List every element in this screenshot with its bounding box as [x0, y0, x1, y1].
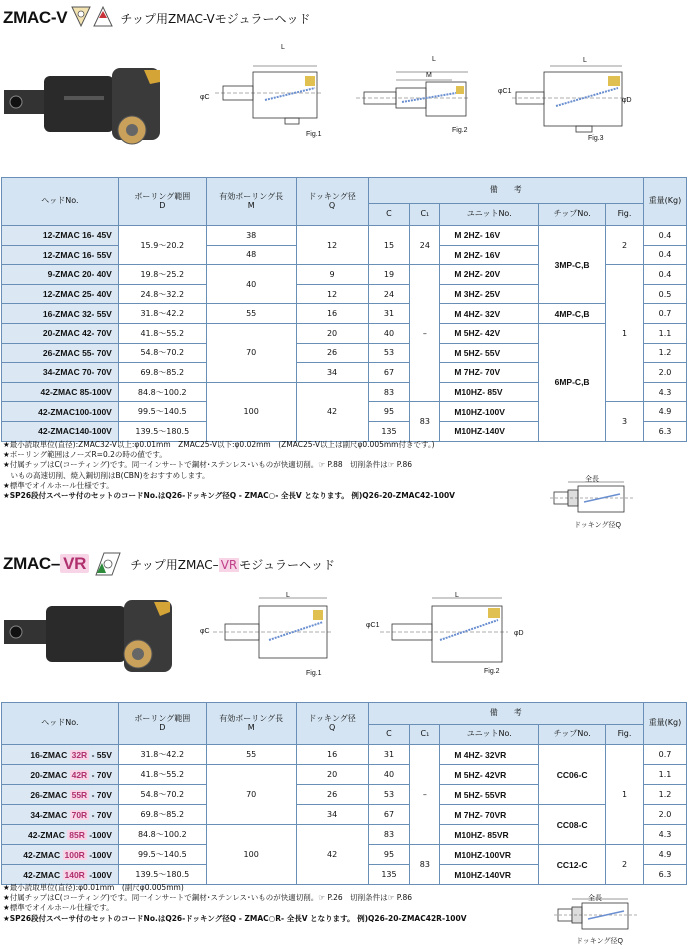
- dim-label-L3: L: [583, 57, 587, 64]
- s2-cell-Q: 26: [296, 785, 368, 805]
- s2-cell-C: 53: [368, 785, 410, 805]
- s2-cell-fig: 2: [606, 845, 644, 885]
- s1-cell-C: 53: [368, 343, 410, 363]
- s2-cell-w: 1.2: [643, 785, 686, 805]
- product-photo-zmac-v: [4, 62, 164, 152]
- s1-cell-w: 0.7: [643, 304, 686, 324]
- s2-cell-unit: M10HZ- 85VR: [440, 825, 539, 845]
- section1-title-row: [0, 2, 311, 34]
- vr-col-eff-len: 有効ボーリング長 M: [206, 703, 296, 745]
- s1-cell-unit: M10HZ-140V: [440, 421, 539, 441]
- small-fig-dock: ドッキング径Q: [574, 522, 621, 529]
- dim-label-L2: L: [432, 56, 436, 63]
- s1-cell-C: 135: [368, 421, 410, 441]
- s2-cell-C1: 83: [410, 845, 440, 885]
- s1-cell-head: 12-ZMAC 16- 55V: [2, 245, 119, 265]
- insert-triangle-icon: [70, 4, 114, 32]
- vr-col-fig: Fig.: [606, 725, 644, 745]
- small-fig-total-len: 全長: [585, 476, 599, 483]
- s1-cell-C: 83: [368, 382, 410, 402]
- dim-label-M: M: [426, 72, 432, 79]
- s2-cell-w: 6.3: [643, 865, 686, 885]
- s2-cell-head: 42-ZMAC 140R -100V: [2, 865, 119, 885]
- s1-cell-head: 16-ZMAC 32- 55V: [2, 304, 119, 324]
- s2-cell-head: 42-ZMAC 100R -100V: [2, 845, 119, 865]
- s1-cell-w: 2.0: [643, 363, 686, 383]
- col-unit: ユニットNo.: [440, 204, 539, 226]
- s2-cell-unit: M 5HZ- 55VR: [440, 785, 539, 805]
- s1-cell-w: 0.4: [643, 245, 686, 265]
- table-row: [2, 745, 687, 765]
- s2-cell-C: 31: [368, 745, 410, 765]
- vr-col-boring-range: ボーリング範囲 D: [118, 703, 206, 745]
- s1-cell-M: 70: [206, 323, 296, 382]
- vr-col-dock: ドッキング径 Q: [296, 703, 368, 745]
- s2-cell-w: 2.0: [643, 805, 686, 825]
- s1-cell-head: 12-ZMAC 16- 45V: [2, 226, 119, 246]
- col-eff-len: 有効ボーリング長 M: [206, 178, 296, 226]
- s1-cell-D: 54.8～70.2: [118, 343, 206, 363]
- note-line: ★標準でオイルホール仕様です。: [3, 903, 114, 913]
- head-size-code: 140R: [64, 869, 85, 880]
- s1-cell-chip: 6MP-C,B: [539, 323, 606, 441]
- fig3-label: Fig.3: [588, 135, 604, 142]
- head-size-code: 55R: [71, 789, 88, 800]
- s2-cell-C: 67: [368, 805, 410, 825]
- s1-cell-unit: M 2HZ- 16V: [440, 226, 539, 246]
- s1-cell-unit: M 7HZ- 70V: [440, 363, 539, 383]
- s1-cell-head: 20-ZMAC 42- 70V: [2, 323, 119, 343]
- col-C: C: [368, 204, 410, 226]
- section1-title: ZMAC-V: [3, 8, 68, 27]
- s2-cell-Q: 42: [296, 825, 368, 885]
- s2-cell-D: 54.8～70.2: [118, 785, 206, 805]
- table-row: [2, 323, 687, 343]
- note-line: ★最小読取単位(直径):ZMAC32-V以上:φ0.01mm ZMAC25-V以下:φ0.02mm (ZMAC25-V以上は副尺φ0.005mm付きです。): [3, 440, 435, 449]
- table-row: [2, 226, 687, 246]
- s2-cell-Q: 16: [296, 745, 368, 765]
- s1-cell-M: 100: [206, 382, 296, 441]
- s1-cell-C1: 83: [410, 402, 440, 441]
- s1-cell-Q: 12: [296, 284, 368, 304]
- s1-cell-w: 6.3: [643, 421, 686, 441]
- s1-cell-C: 19: [368, 265, 410, 285]
- vr-col-biko: 備 考: [368, 703, 643, 725]
- s1-cell-D: 24.8～32.2: [118, 284, 206, 304]
- vr-dim-label-D: φD: [514, 630, 524, 637]
- spec-table-zmac-v: [1, 177, 687, 442]
- s1-cell-C: 31: [368, 304, 410, 324]
- s1-cell-unit: M 5HZ- 55V: [440, 343, 539, 363]
- s2-cell-unit: M 4HZ- 32VR: [440, 745, 539, 765]
- s2-cell-D: 84.8～100.2: [118, 825, 206, 845]
- s1-cell-C: 15: [368, 226, 410, 265]
- s2-cell-D: 69.8～85.2: [118, 805, 206, 825]
- s2-cell-head: 16-ZMAC 32R - 55V: [2, 745, 119, 765]
- s1-cell-D: 69.8～85.2: [118, 363, 206, 383]
- s1-cell-D: 99.5～140.5: [118, 402, 206, 422]
- s2-cell-C: 95: [368, 845, 410, 865]
- section2-subtitle: チップ用ZMAC– VR モジュラーヘッド: [130, 557, 335, 572]
- vr-col-C1: C₁: [410, 725, 440, 745]
- s1-cell-fig: 3: [606, 402, 644, 441]
- s2-cell-unit: M 5HZ- 42VR: [440, 765, 539, 785]
- s1-cell-unit: M 2HZ- 16V: [440, 245, 539, 265]
- s1-cell-Q: 12: [296, 226, 368, 265]
- s1-cell-w: 0.4: [643, 226, 686, 246]
- s1-cell-head: 42-ZMAC100-100V: [2, 402, 119, 422]
- section2-title: ZMAC– VR: [3, 554, 89, 574]
- s1-cell-Q: 20: [296, 323, 368, 343]
- s1-cell-C: 95: [368, 402, 410, 422]
- s1-cell-M: 55: [206, 304, 296, 324]
- s1-cell-fig: 2: [606, 226, 644, 265]
- s1-cell-head: 9-ZMAC 20- 40V: [2, 265, 119, 285]
- s1-cell-unit: M 5HZ- 42V: [440, 323, 539, 343]
- s2-cell-C1: –: [410, 745, 440, 845]
- s1-cell-unit: M10HZ- 85V: [440, 382, 539, 402]
- s1-cell-D: 15.9～20.2: [118, 226, 206, 265]
- vr-col-weight: 重量(Kg): [643, 703, 686, 745]
- s1-cell-Q: 26: [296, 343, 368, 363]
- col-dock: ドッキング径 Q: [296, 178, 368, 226]
- s2-cell-unit: M10HZ-100VR: [440, 845, 539, 865]
- s2-cell-head: 20-ZMAC 42R - 70V: [2, 765, 119, 785]
- s1-cell-C: 40: [368, 323, 410, 343]
- note-line: ★標準でオイルホール仕様です。: [3, 480, 114, 490]
- section1-subtitle: チップ用ZMAC-Vモジュラーヘッド: [120, 11, 311, 26]
- dim-label-C1: φC1: [498, 88, 512, 95]
- s1-cell-w: 4.9: [643, 402, 686, 422]
- s1-cell-Q: 16: [296, 304, 368, 324]
- vr-fig2-label: Fig.2: [484, 668, 500, 675]
- s1-cell-unit: M10HZ-100V: [440, 402, 539, 422]
- s2-cell-chip: CC12-C: [539, 845, 606, 885]
- s2-cell-chip: CC08-C: [539, 805, 606, 845]
- s2-cell-C: 83: [368, 825, 410, 845]
- vr-dim-label-C: φC: [200, 628, 210, 635]
- vr-small-fig-dock: ドッキング径Q: [576, 938, 623, 945]
- note-line: ★付属チップはC(コーティング)です。同一インサートで鋼材･ステンレス･いものが快適切削。☞ P.26 切削条件は☞ P.86: [3, 893, 413, 903]
- vr-fig2-drawing: [372, 590, 512, 672]
- s1-cell-M: 40: [206, 265, 296, 304]
- s2-cell-unit: M10HZ-140VR: [440, 865, 539, 885]
- s1-cell-unit: M 4HZ- 32V: [440, 304, 539, 324]
- s1-cell-D: 84.8～100.2: [118, 382, 206, 402]
- head-size-code: 70R: [71, 809, 88, 820]
- notes-section2: [3, 883, 467, 924]
- s2-cell-w: 1.1: [643, 765, 686, 785]
- s2-cell-M: 100: [206, 825, 296, 885]
- s2-cell-w: 4.9: [643, 845, 686, 865]
- table-row: [2, 304, 687, 324]
- note-line: ★SP26段付スペーサ付のセットのコードNo.はQ26-ドッキング径Q - ZMAC○- 全長V となります。 例)Q26-20-ZMAC42-100V: [3, 491, 455, 501]
- note-line: ★最小読取単位(直径):φ0.01mm (副尺φ0.005mm): [3, 883, 184, 892]
- head-size-code: 42R: [71, 769, 88, 780]
- s1-cell-D: 31.8～42.2: [118, 304, 206, 324]
- vr-small-fig-total-len: 全長: [588, 895, 602, 902]
- col-fig: Fig.: [606, 204, 644, 226]
- vr-fig1-label: Fig.1: [306, 670, 322, 677]
- note-line: ★SP26段付スペーサ付のセットのコードNo.はQ26-ドッキング径Q - ZMAC○R- 全長V となります。 例)Q26-20-ZMAC42R-100V: [3, 913, 467, 923]
- col-head-no: ヘッドNo.: [2, 178, 119, 226]
- s2-cell-D: 31.8～42.2: [118, 745, 206, 765]
- s1-cell-w: 0.4: [643, 265, 686, 285]
- s1-cell-head: 26-ZMAC 55- 70V: [2, 343, 119, 363]
- s1-cell-C: 24: [368, 284, 410, 304]
- note-line: ★付属チップはC(コーティング)です。同一インサートで鋼材･ステンレス･いものが快適切削。☞ P.88 切削条件は☞ P.86: [3, 460, 413, 470]
- s1-cell-unit: M 3HZ- 25V: [440, 284, 539, 304]
- s1-cell-w: 1.1: [643, 323, 686, 343]
- s1-cell-C1: 24: [410, 226, 440, 265]
- s1-cell-D: 139.5～180.5: [118, 421, 206, 441]
- s2-cell-Q: 34: [296, 805, 368, 825]
- col-biko: 備 考: [368, 178, 643, 204]
- s2-cell-head: 26-ZMAC 55R - 70V: [2, 785, 119, 805]
- s2-cell-D: 99.5～140.5: [118, 845, 206, 865]
- s1-cell-Q: 9: [296, 265, 368, 285]
- s1-cell-D: 19.8～25.2: [118, 265, 206, 285]
- fig1-label: Fig.1: [306, 131, 322, 138]
- vr-col-head-no: ヘッドNo.: [2, 703, 119, 745]
- section2-title-row: [0, 548, 335, 580]
- spec-table-zmac-vr: [1, 702, 687, 885]
- s2-cell-fig: 1: [606, 745, 644, 845]
- s1-cell-M: 48: [206, 245, 296, 265]
- fig2-label: Fig.2: [452, 127, 468, 134]
- s1-cell-w: 4.3: [643, 382, 686, 402]
- vr-col-chip: チップNo.: [539, 725, 606, 745]
- s1-cell-head: 42-ZMAC140-100V: [2, 421, 119, 441]
- col-weight: 重量(Kg): [643, 178, 686, 226]
- dim-label-L: L: [281, 44, 285, 51]
- s1-cell-Q: 42: [296, 382, 368, 441]
- s2-cell-w: 4.3: [643, 825, 686, 845]
- col-C1: C₁: [410, 204, 440, 226]
- s1-cell-C: 67: [368, 363, 410, 383]
- head-size-code: 85R: [69, 829, 85, 840]
- s1-cell-Q: 34: [296, 363, 368, 383]
- s2-cell-unit: M 7HZ- 70VR: [440, 805, 539, 825]
- s1-cell-fig: 1: [606, 265, 644, 402]
- note-line: ★ボーリング範囲はノーズR=0.2の時の値です。: [3, 450, 167, 460]
- s2-cell-chip: CC06-C: [539, 745, 606, 805]
- col-boring-range: ボーリング範囲 D: [118, 178, 206, 226]
- product-photo-zmac-vr: [4, 594, 174, 684]
- head-size-code: 100R: [64, 849, 85, 860]
- s1-cell-head: 12-ZMAC 25- 40V: [2, 284, 119, 304]
- dim-label-D: φD: [622, 97, 632, 104]
- fig3-drawing: [510, 58, 630, 140]
- s1-cell-M: 38: [206, 226, 296, 246]
- insert-rhombus-icon: [92, 549, 124, 579]
- s2-cell-C: 40: [368, 765, 410, 785]
- s1-cell-w: 1.2: [643, 343, 686, 363]
- s2-cell-w: 0.7: [643, 745, 686, 765]
- fig2-drawing: [352, 68, 472, 132]
- s2-cell-head: 42-ZMAC 85R -100V: [2, 825, 119, 845]
- s2-cell-M: 55: [206, 745, 296, 765]
- s1-cell-head: 34-ZMAC 70- 70V: [2, 363, 119, 383]
- s1-cell-C1: –: [410, 265, 440, 402]
- head-size-code: 32R: [71, 749, 88, 760]
- vr-col-unit: ユニットNo.: [440, 725, 539, 745]
- s2-cell-D: 41.8～55.2: [118, 765, 206, 785]
- notes-section1: [3, 440, 455, 501]
- s1-cell-D: 41.8～55.2: [118, 323, 206, 343]
- s2-cell-head: 34-ZMAC 70R - 70V: [2, 805, 119, 825]
- vr-dim-label-C1: φC1: [366, 622, 380, 629]
- table-row: [2, 805, 687, 825]
- s1-cell-unit: M 2HZ- 20V: [440, 265, 539, 285]
- vr-col-C: C: [368, 725, 410, 745]
- dim-label-C: φC: [200, 94, 210, 101]
- s2-cell-M: 70: [206, 765, 296, 825]
- s1-cell-w: 0.5: [643, 284, 686, 304]
- col-chip: チップNo.: [539, 204, 606, 226]
- s2-cell-D: 139.5～180.5: [118, 865, 206, 885]
- vr-dim-label-L: L: [286, 592, 290, 599]
- vr-fig1-drawing: [205, 590, 335, 670]
- s1-cell-head: 42-ZMAC 85-100V: [2, 382, 119, 402]
- vr-dim-label-L2: L: [455, 592, 459, 599]
- s1-cell-chip: 4MP-C,B: [539, 304, 606, 324]
- fig1-drawing: [205, 58, 325, 138]
- s2-cell-C: 135: [368, 865, 410, 885]
- note-line: いもの高速切削、焼入鋼切削はB(CBN)をおすすめします。: [3, 470, 210, 480]
- s2-cell-Q: 20: [296, 765, 368, 785]
- s1-cell-chip: 3MP-C,B: [539, 226, 606, 304]
